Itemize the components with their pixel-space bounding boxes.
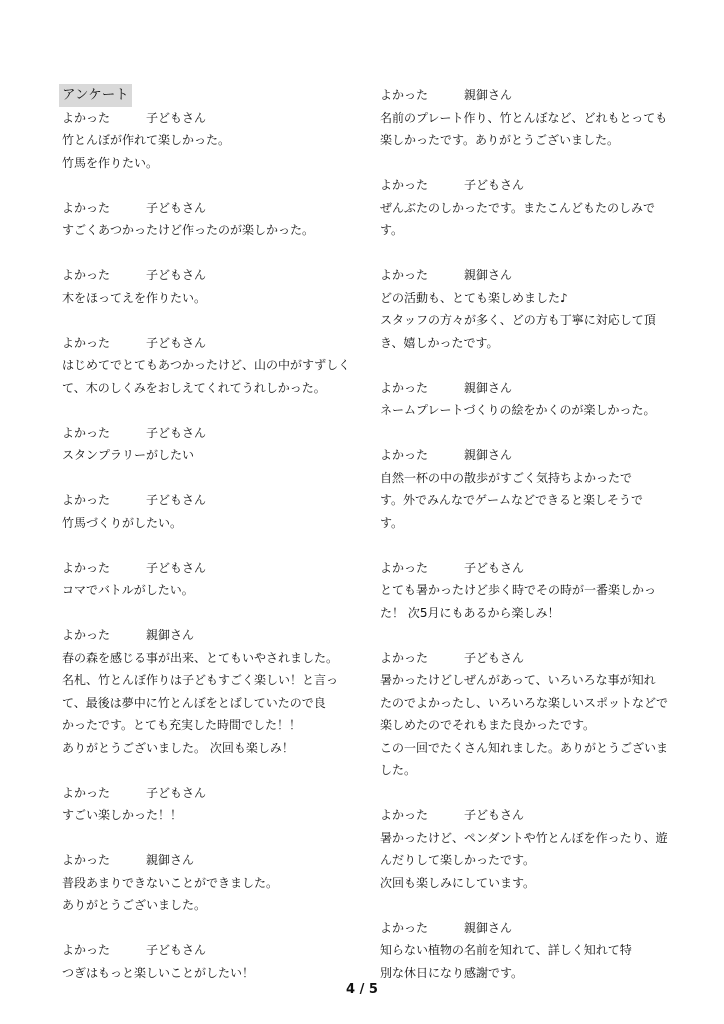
entry-text-line: 暑かったけど、ペンダントや竹とんぼを作ったり、遊 xyxy=(380,830,668,845)
entry-text-line: 名札、竹とんぼ作りは子どもすごく楽しい！と言っ xyxy=(62,673,339,687)
survey-entry xyxy=(62,782,352,827)
entry-text-line: かったです。とても充実した時間でした！！ xyxy=(62,718,302,732)
entry-text-line: て、木のしくみをおしえてくれてうれしかった。 xyxy=(62,380,326,395)
entry-respondent: 子どもさん xyxy=(146,425,207,440)
survey-entry xyxy=(380,377,670,422)
entry-text-line: はじめてでとてもあつかったけど、山の中がすずしく xyxy=(62,358,351,372)
entry-header xyxy=(62,107,352,130)
entry-text-line: 暑かったけどしぜんがあって、いろいろな事が知れ xyxy=(380,673,656,687)
survey-entry xyxy=(380,444,670,534)
entry-respondent: 子どもさん xyxy=(464,808,525,822)
entry-rating: よかった xyxy=(380,808,429,822)
entry-header xyxy=(62,264,352,287)
entry-rating: よかった xyxy=(380,268,429,282)
entry-rating: よかった xyxy=(380,448,429,462)
entry-header xyxy=(380,804,670,827)
survey-title: アンケート xyxy=(59,84,132,107)
survey-entry xyxy=(380,84,670,152)
survey-entry xyxy=(380,557,670,625)
left-column xyxy=(62,84,352,1007)
survey-entry xyxy=(62,197,352,242)
entry-respondent: 親御さん xyxy=(464,448,513,462)
survey-entry xyxy=(380,917,670,985)
entry-respondent: 親御さん xyxy=(146,853,195,867)
entry-header xyxy=(380,917,670,940)
entry-rating: よかった xyxy=(62,493,111,507)
entry-text-line: コマでバトルがしたい。 xyxy=(62,583,194,597)
entry-respondent: 子どもさん xyxy=(146,560,207,575)
survey-entry xyxy=(62,849,352,917)
entry-rating: よかった xyxy=(62,425,111,440)
entry-text-line: すごい楽しかった！！ xyxy=(62,808,183,822)
entry-respondent: 子どもさん xyxy=(464,178,525,192)
entry-text-line: 竹とんぼが作れて楽しかった。 xyxy=(62,133,231,147)
entry-rating: よかった xyxy=(62,785,111,800)
entry-text-line: す。 xyxy=(380,515,404,530)
entry-text-line: ありがとうございました。 xyxy=(62,898,207,912)
survey-entry xyxy=(62,332,352,400)
survey-entry xyxy=(62,624,352,759)
entry-header xyxy=(380,377,670,400)
entry-header xyxy=(62,782,352,805)
entry-respondent: 子どもさん xyxy=(146,785,207,800)
survey-entry xyxy=(62,422,352,467)
entry-text-line: 普段あまりできないことができました。 xyxy=(62,875,279,890)
left-entries xyxy=(62,107,352,985)
entry-respondent: 親御さん xyxy=(464,88,513,102)
entry-rating: よかった xyxy=(380,560,429,575)
entry-header xyxy=(62,332,352,355)
entry-text-line: て、最後は夢中に竹とんぼをとばしていたので良 xyxy=(62,695,326,710)
entry-rating: よかった xyxy=(62,628,111,642)
entry-header xyxy=(62,939,352,962)
survey-entry xyxy=(380,264,670,354)
entry-text-line: 春の森を感じる事が出来、とてもいやされました。 xyxy=(62,650,339,665)
entry-text-line: 名前のプレート作り、竹とんぼなど、どれもとっても xyxy=(380,110,668,125)
entry-text-line: どの活動も、とても楽しめました♪ xyxy=(380,290,568,305)
entry-rating: よかった xyxy=(62,110,111,125)
entry-text-line: つぎはもっと楽しいことがしたい！ xyxy=(62,965,255,980)
entry-text-line: 楽しめたのでそれもまた良かったです。 xyxy=(380,718,596,732)
entry-respondent: 子どもさん xyxy=(146,943,207,957)
entry-header xyxy=(380,174,670,197)
entry-text-line: スタンプラリーがしたい xyxy=(62,448,195,462)
entry-rating: よかった xyxy=(380,380,429,395)
entry-text-line: ネームプレートづくりの絵をかくのが楽しかった。 xyxy=(380,403,656,417)
entry-respondent: 親御さん xyxy=(146,628,195,642)
entry-text-line: スタッフの方々が多く、どの方も丁寧に対応して頂 xyxy=(380,313,656,327)
entry-text-line: ありがとうございました。 次回も楽しみ！ xyxy=(62,740,294,755)
entry-text-line: んだりして楽しかったです。 xyxy=(380,853,536,867)
survey-entry xyxy=(62,489,352,534)
entry-rating: よかった xyxy=(380,650,429,665)
survey-entry xyxy=(62,107,352,175)
entry-text-line: 自然一杯の中の散歩がすごく気持ちよかったで xyxy=(380,470,633,485)
survey-entry xyxy=(62,557,352,602)
entry-header xyxy=(62,557,352,580)
entry-text-line: たのでよかったし、いろいろな楽しいスポットなどで xyxy=(380,695,669,710)
entry-rating: よかった xyxy=(380,178,429,192)
entry-rating: よかった xyxy=(62,560,111,575)
entry-header xyxy=(380,84,670,107)
entry-header xyxy=(62,849,352,872)
entry-text-line: ぜんぶたのしかったです。またこんどもたのしみで xyxy=(380,200,656,215)
entry-text-line: 別な休日になり感謝です。 xyxy=(380,965,524,980)
entry-respondent: 子どもさん xyxy=(146,110,207,125)
entry-respondent: 親御さん xyxy=(464,920,513,935)
entry-header xyxy=(62,624,352,647)
entry-header xyxy=(380,557,670,580)
entry-rating: よかった xyxy=(62,268,111,282)
entry-text-line: す。外でみんなでゲームなどできると楽しそうで xyxy=(380,493,644,507)
entry-respondent: 子どもさん xyxy=(146,493,207,507)
entry-rating: よかった xyxy=(62,943,111,957)
right-entries xyxy=(380,84,670,984)
entry-respondent: 子どもさん xyxy=(146,268,207,282)
entry-respondent: 子どもさん xyxy=(464,650,525,665)
entry-text-line: 知らない植物の名前を知れて、詳しく知れて特 xyxy=(380,943,632,957)
entry-text-line: 木をほってえを作りたい。 xyxy=(62,290,207,305)
entry-respondent: 子どもさん xyxy=(146,335,207,350)
entry-respondent: 親御さん xyxy=(464,380,513,395)
entry-respondent: 親御さん xyxy=(464,268,513,282)
entry-rating: よかった xyxy=(380,88,429,102)
entry-text-line: 次回も楽しみにしています。 xyxy=(380,875,536,890)
right-column xyxy=(380,84,670,1007)
entry-header xyxy=(380,647,670,670)
entry-text-line: す。 xyxy=(380,223,404,237)
entry-respondent: 子どもさん xyxy=(146,200,207,215)
survey-entry xyxy=(380,174,670,242)
entry-rating: よかった xyxy=(380,920,429,935)
entry-header xyxy=(380,444,670,467)
entry-header xyxy=(62,422,352,445)
entry-text-line: この一回でたくさん知れました。ありがとうございま xyxy=(380,740,669,755)
survey-entry xyxy=(62,939,352,984)
entry-text-line: た！ 次5月にもあるから楽しみ！ xyxy=(380,605,560,620)
entry-text-line: き、嬉しかったです。 xyxy=(380,335,499,350)
entry-header xyxy=(62,489,352,512)
entry-text-line: 竹馬づくりがしたい。 xyxy=(62,515,183,530)
entry-header xyxy=(62,197,352,220)
survey-entry xyxy=(62,264,352,309)
entry-respondent: 子どもさん xyxy=(464,560,525,575)
entry-rating: よかった xyxy=(62,335,111,350)
entry-rating: よかった xyxy=(62,853,111,867)
entry-text-line: すごくあつかったけど作ったのが楽しかった。 xyxy=(62,223,315,237)
survey-entry xyxy=(380,647,670,782)
page-number: 4 / 5 xyxy=(346,982,378,997)
entry-text-line: した。 xyxy=(380,763,417,777)
entry-rating: よかった xyxy=(62,200,111,215)
entry-header xyxy=(380,264,670,287)
survey-entry xyxy=(380,804,670,894)
entry-text-line: 竹馬を作りたい。 xyxy=(62,155,159,170)
entry-text-line: 楽しかったです。ありがとうございました。 xyxy=(380,133,620,147)
entry-text-line: とても暑かったけど歩く時でその時が一番楽しかっ xyxy=(380,583,657,597)
